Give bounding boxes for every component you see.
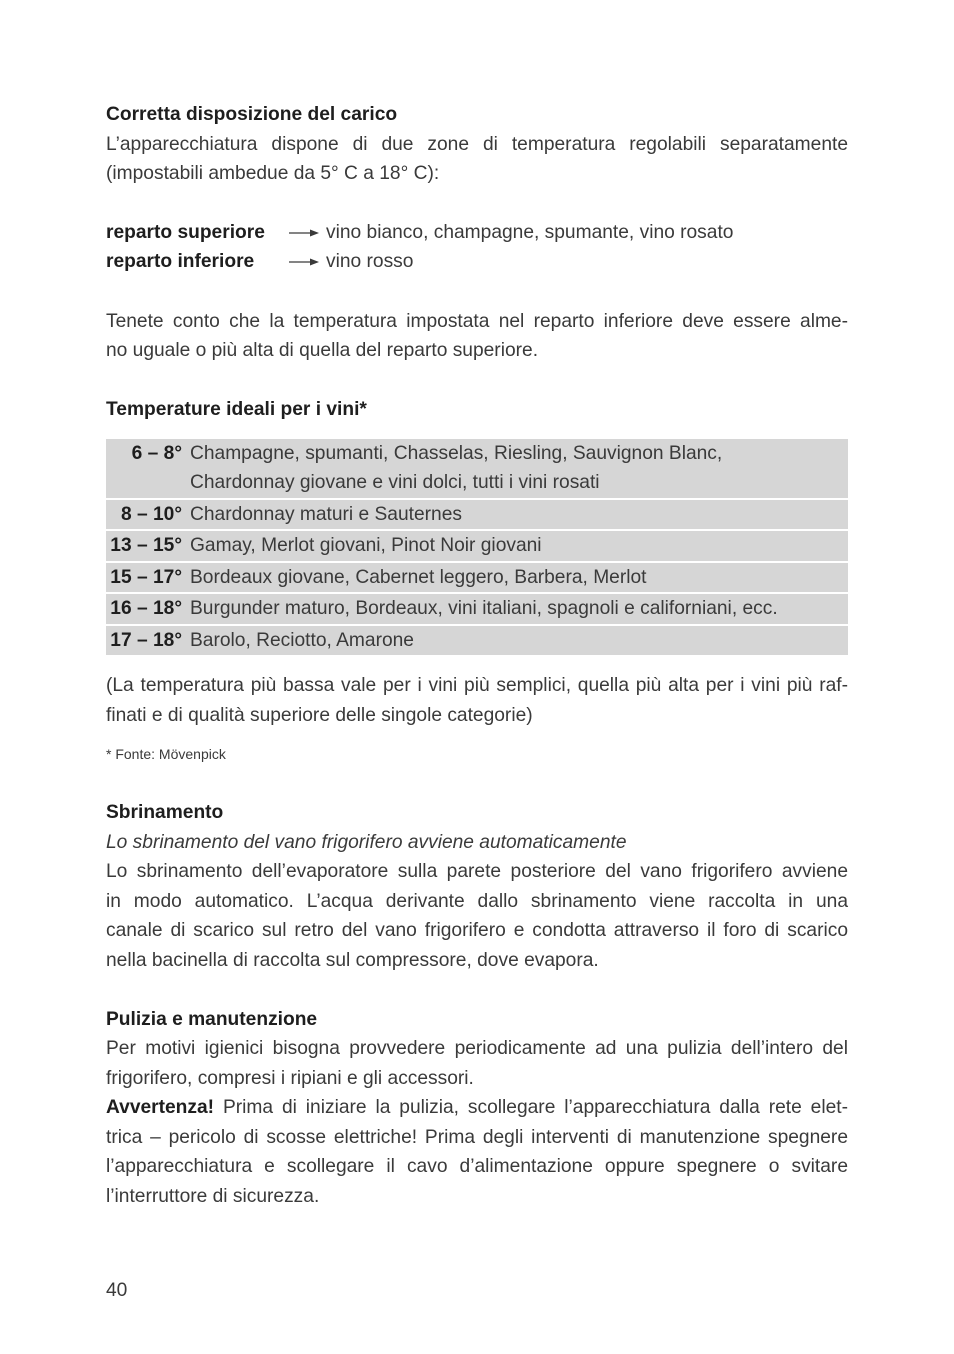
section-heading-load: Corretta disposizione del carico: [106, 104, 398, 125]
paragraph-line: trica – pericolo di scosse elettriche! Prima degli interventi di manutenzione spegnere: [106, 1126, 848, 1148]
table-row: [106, 499, 848, 531]
section-heading-defrost: Sbrinamento: [106, 802, 224, 823]
paragraph-line: no uguale o più alta di quella del reparto superiore.: [106, 340, 539, 361]
temperature-cell: 15 – 17°: [106, 562, 190, 594]
section-subtitle: Lo sbrinamento del vano frigorifero avviene automaticamente: [106, 831, 627, 853]
paragraph-line: finati e di qualità superiore delle singole categorie): [106, 704, 533, 726]
wine-line: Champagne, spumanti, Chasselas, Riesling, Sauvignon Blanc,: [190, 442, 723, 464]
temperature-cell: 17 – 18°: [106, 625, 190, 657]
paragraph-line: Tenete conto che la temperatura impostata nel reparto inferiore deve essere alme-: [106, 310, 848, 332]
arrow-right-icon: [288, 228, 326, 238]
wine-cell: Burgunder maturo, Bordeaux, vini italiani, spagnoli e californiani, ecc.: [190, 593, 848, 625]
paragraph-line: frigorifero, compresi i ripiani e gli accessori.: [106, 1067, 474, 1089]
warning-text: Prima di iniziare la pulizia, scollegare l’apparecchiatura dalla rete elet-: [214, 1097, 848, 1118]
wine-cell: Barolo, Reciotto, Amarone: [190, 625, 848, 657]
section-heading-temperatures: Temperature ideali per i vini*: [106, 399, 367, 420]
paragraph-line: (impostabili ambedue da 5° C a 18° C):: [106, 163, 440, 184]
section-heading-cleaning: Pulizia e manutenzione: [106, 1008, 318, 1030]
page-number: 40: [106, 1280, 128, 1301]
paragraph-line: nella bacinella di raccolta sul compressore, dove evapora.: [106, 949, 599, 971]
zone-row-upper: [106, 218, 848, 248]
wine-cell: Bordeaux giovane, Cabernet leggero, Barbera, Merlot: [190, 562, 848, 594]
page-content: [106, 100, 848, 1211]
paragraph-line: Lo sbrinamento dell’evaporatore sulla parete posteriore del vano frigorifero avviene: [106, 861, 848, 882]
paragraph-line: Per motivi igienici bisogna provvedere periodicamente ad una pulizia dell’intero del: [106, 1038, 848, 1059]
warning-line: [106, 1093, 848, 1123]
zone-label: reparto inferiore: [106, 251, 255, 273]
temperature-cell: 16 – 18°: [106, 593, 190, 625]
paragraph-line: L’apparecchiatura dispone di due zone di temperatura regolabili separatamente: [106, 133, 848, 155]
zone-value: vino bianco, champagne, spumante, vino rosato: [326, 221, 734, 243]
paragraph-line: in modo automatico. L’acqua derivante dallo sbrinamento viene raccolta in una: [106, 890, 848, 912]
wine-temperature-table: [106, 439, 848, 658]
zone-label: reparto superiore: [106, 221, 265, 243]
temperature-cell: 13 – 15°: [106, 530, 190, 562]
wine-cell: Chardonnay maturi e Sauternes: [190, 499, 848, 531]
paragraph-line: l’interruttore di sicurezza.: [106, 1185, 320, 1207]
table-row: [106, 562, 848, 594]
table-row: [106, 593, 848, 625]
table-row: [106, 530, 848, 562]
temperature-cell: 8 – 10°: [106, 499, 190, 531]
temperature-cell: 6 – 8°: [106, 439, 190, 499]
warning-label: Avvertenza!: [106, 1097, 215, 1118]
footnote-source: * Fonte: Mövenpick: [106, 746, 226, 762]
paragraph-line: l’apparecchiatura e scollegare il cavo d’alimentazione oppure spegnere o svitare: [106, 1156, 848, 1177]
table-row: [106, 439, 848, 499]
paragraph-line: canale di scarico sul retro del vano frigorifero e condotta attraverso il foro di scarico: [106, 920, 848, 941]
zone-row-lower: [106, 248, 848, 278]
table-row: [106, 625, 848, 657]
zone-value: vino rosso: [326, 251, 414, 273]
wine-line: Chardonnay giovane e vini dolci, tutti i vini rosati: [190, 472, 600, 493]
paragraph-line: (La temperatura più bassa vale per i vini più semplici, quella più alta per i vini più raf-: [106, 675, 848, 696]
arrow-right-icon: [288, 257, 326, 267]
wine-cell: Gamay, Merlot giovani, Pinot Noir giovani: [190, 530, 848, 562]
wine-cell: [190, 439, 848, 499]
